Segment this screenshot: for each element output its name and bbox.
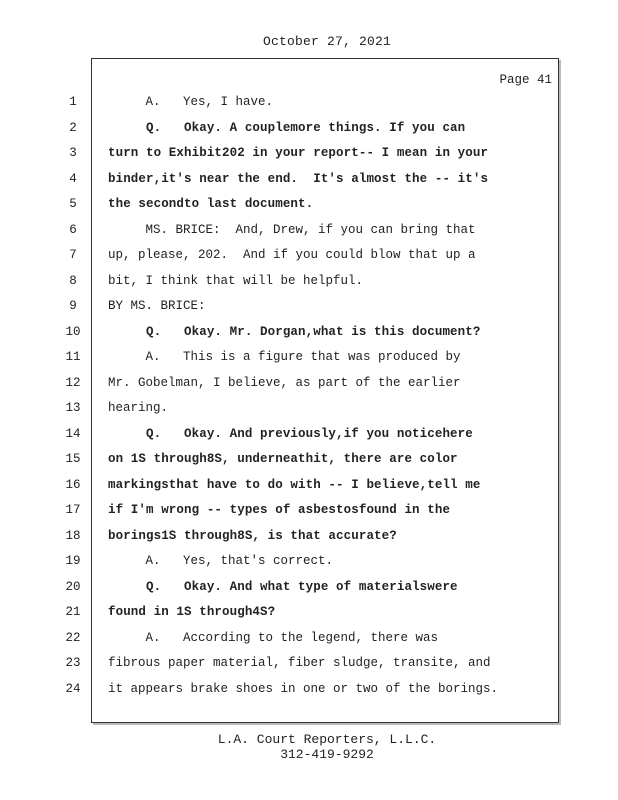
transcript-line-text: hearing. bbox=[108, 401, 169, 415]
line-number: 16 bbox=[65, 477, 81, 492]
transcript-line-text: A. According to the legend, there was bbox=[108, 630, 439, 645]
line-number: 5 bbox=[69, 197, 77, 211]
footer-phone: 312-419-9292 bbox=[280, 747, 374, 762]
line-number: 21 bbox=[65, 605, 81, 619]
line-number: 11 bbox=[65, 350, 81, 364]
line-number: 3 bbox=[69, 146, 77, 160]
transcript-line-text: on 1S through8S, underneathit, there are color bbox=[108, 452, 458, 466]
line-number: 20 bbox=[65, 579, 81, 594]
transcript-line-text: fibrous paper material, fiber sludge, transite, and bbox=[108, 656, 491, 670]
line-number: 7 bbox=[69, 248, 77, 262]
footer-company: L.A. Court Reporters, L.L.C. bbox=[217, 732, 437, 747]
transcript-line-text: A. This is a figure that was produced by bbox=[108, 350, 461, 364]
line-number: 18 bbox=[65, 528, 81, 543]
transcript-line-text: A. Yes, that's correct. bbox=[108, 554, 334, 568]
line-number: 13 bbox=[65, 401, 81, 415]
transcript-line-text: found in 1S through4S? bbox=[108, 605, 276, 619]
line-number: 4 bbox=[69, 171, 77, 186]
header-date: October 27, 2021 bbox=[262, 34, 392, 49]
footer bbox=[0, 732, 618, 762]
line-number: 15 bbox=[65, 452, 81, 466]
transcript-line-text: binder,it's near the end. It's almost the -- it's bbox=[108, 171, 489, 186]
transcript-line-text: the secondto last document. bbox=[108, 197, 314, 211]
transcript-line-text: up, please, 202. And if you could blow that up a bbox=[108, 248, 476, 262]
line-number: 10 bbox=[65, 324, 81, 339]
transcript-line-text: Q. Okay. Mr. Dorgan,what is this document? bbox=[108, 324, 481, 339]
line-number: 23 bbox=[65, 656, 81, 670]
line-number: 19 bbox=[65, 554, 81, 568]
line-number: 24 bbox=[65, 681, 81, 696]
line-number: 9 bbox=[69, 299, 77, 313]
transcript-line-text: Q. Okay. And previously,if you noticehere bbox=[108, 426, 473, 441]
line-number: 17 bbox=[65, 503, 81, 517]
line-number: 6 bbox=[69, 222, 77, 237]
transcript-line-text: bit, I think that will be helpful. bbox=[108, 273, 364, 288]
line-number: 12 bbox=[65, 375, 81, 390]
transcript-line-text: markingsthat have to do with -- I believe,tell me bbox=[108, 477, 481, 492]
transcript-line-text: BY MS. BRICE: bbox=[108, 299, 206, 313]
page-number: Page 41 bbox=[499, 73, 552, 87]
line-number: 1 bbox=[69, 95, 77, 109]
line-number: 14 bbox=[65, 426, 81, 441]
transcript-line-text: Mr. Gobelman, I believe, as part of the earlier bbox=[108, 375, 461, 390]
transcript-line-text: if I'm wrong -- types of asbestosfound in the bbox=[108, 503, 451, 517]
line-number: 8 bbox=[69, 273, 77, 288]
transcript-line-text: MS. BRICE: And, Drew, if you can bring that bbox=[108, 222, 476, 237]
transcript-line-text: A. Yes, I have. bbox=[108, 95, 274, 109]
transcript-line-text: it appears brake shoes in one or two of the borings. bbox=[108, 681, 499, 696]
transcript-line-text: turn to Exhibit202 in your report-- I mean in your bbox=[108, 146, 489, 160]
transcript-line-text: borings1S through8S, is that accurate? bbox=[108, 528, 397, 543]
line-number: 22 bbox=[65, 630, 81, 645]
line-number: 2 bbox=[69, 120, 77, 135]
transcript-line-text: Q. Okay. And what type of materialswere bbox=[108, 579, 458, 594]
transcript-line-text: Q. Okay. A couplemore things. If you can bbox=[108, 120, 466, 135]
